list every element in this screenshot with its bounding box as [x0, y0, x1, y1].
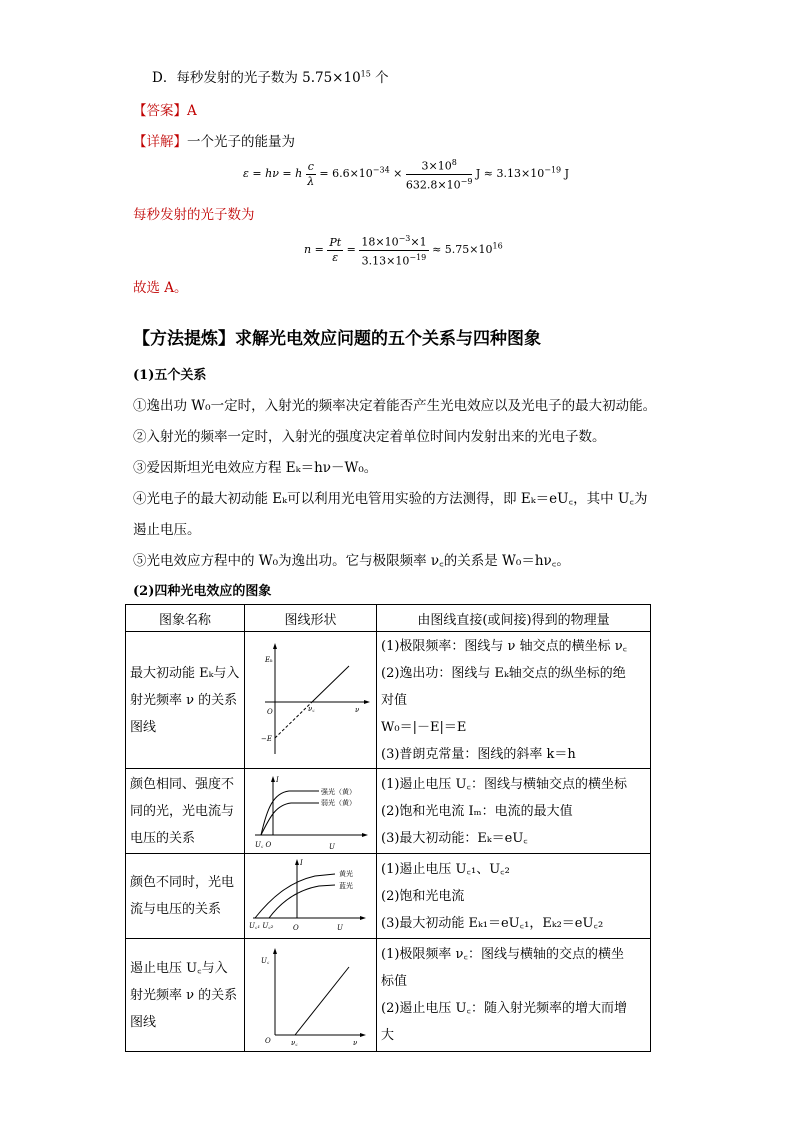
option-d-label: D．每秒发射的光子数为 5.75×10 [152, 70, 361, 86]
eq2-eq: = [343, 243, 356, 257]
graph-x-label: U [337, 924, 343, 932]
table-cell-name [126, 854, 245, 939]
photoelectric-graphs-table [125, 604, 651, 1052]
option-d-suffix: 个 [370, 70, 389, 86]
current-vs-voltage-color-graph [245, 854, 376, 938]
eq2-num: 18×10 [361, 235, 399, 249]
row1-line: 对值 [381, 692, 408, 708]
graph-curve-blue [269, 885, 335, 918]
graph-curve1-label: 强光（黄） [321, 788, 356, 796]
eq1-exp1: −34 [372, 165, 390, 175]
graph-line [295, 967, 349, 1035]
section1-title: (1)五个关系 [133, 368, 207, 383]
eq2-lhs: n = [304, 243, 324, 257]
eq1-lambda: λ [307, 174, 315, 188]
ek-vs-frequency-graph [245, 632, 376, 768]
eq1-unit: J [561, 167, 570, 181]
table-cell-quantities [377, 939, 651, 1052]
table-cell-quantities [377, 632, 651, 769]
table-header-row [126, 605, 651, 632]
eq1-mid: = 6.6×10 [315, 167, 373, 181]
table-row [126, 854, 651, 939]
eq2-res: ≈ 5.75×10 [428, 243, 493, 257]
table-cell-graph [245, 854, 377, 939]
eq2-pt: Pt [329, 235, 342, 249]
row1-line: (1)极限频率：图线与 ν 轴交点的横坐标 ν꜀ [381, 638, 628, 654]
graph-origin-label: O [265, 1037, 271, 1045]
graph-y-arrow [273, 643, 277, 649]
choose-line: 故选 A。 [133, 280, 188, 296]
graph-x-arrow [362, 833, 368, 837]
row3-line: (2)饱和光电流 [381, 888, 465, 904]
answer-tag: 【答案】 [133, 103, 187, 119]
graph-y-label: Eₖ [265, 656, 273, 664]
eq2-eps: ε [332, 250, 339, 264]
answer-value: A [187, 103, 197, 119]
graph-x-label: U [329, 843, 335, 851]
equation-photon-count [304, 232, 503, 268]
table-cell-quantities [377, 854, 651, 939]
table-header-cell: 图线形状 [245, 605, 377, 632]
detail-text: 一个光子的能量为 [187, 134, 295, 150]
graph-x-arrow [360, 1033, 366, 1037]
table-cell-quantities [377, 769, 651, 854]
row4-line: (1)极限频率 ν꜀：图线与横轴的交点的横坐 [381, 947, 624, 962]
row2-name: 颜色相同、强度不同的光，光电流与电压的关系 [130, 776, 235, 846]
relation-3: ③爱因斯坦光电效应方程 Eₖ＝hν－W₀。 [133, 460, 378, 476]
graph-o-label: O [293, 924, 299, 932]
row1-line: (3)普朗克常量：图线的斜率 k＝h [381, 746, 576, 762]
graph-curve1-label: 黄光 [339, 870, 353, 878]
table-row [126, 939, 651, 1052]
detail-line [133, 130, 295, 150]
eq2-fraction [359, 232, 428, 268]
relation-4-line1: ④光电子的最大初动能 Eₖ可以利用光电管用实验的方法测得，即 Eₖ＝eU꜀，其中 U꜀为 [133, 491, 648, 507]
graph-curve-yellow [255, 874, 335, 918]
relation-5: ⑤光电效应方程中的 W₀为逸出功。它与极限频率 ν꜀的关系是 W₀＝hν꜀。 [133, 553, 570, 569]
eq1-times: × [389, 167, 403, 181]
eq1-res: J ≈ 3.13×10 [472, 167, 545, 181]
eq2-num-tail: ×1 [410, 235, 427, 249]
table-row [126, 769, 651, 854]
table-cell-graph [245, 632, 377, 769]
row3-line: (1)遏止电压 U꜀₁、U꜀₂ [381, 861, 510, 877]
eq2-res-exp: 16 [492, 241, 503, 251]
eq2-den: 3.13×10 [361, 254, 410, 268]
graph-y-arrow [271, 776, 275, 782]
option-d [152, 66, 389, 86]
graph-y-label: I [276, 776, 279, 784]
table-header-cell: 由图线直接(或间接)得到的物理量 [377, 605, 651, 632]
eq1-den: 632.8×10 [405, 178, 461, 192]
relation-2: ②入射光的频率一定时，入射光的强度决定着单位时间内发射出来的光电子数。 [133, 429, 606, 445]
row2-line: (2)饱和光电流 Iₘ：电流的最大值 [381, 803, 573, 819]
graph-y-arrow [273, 948, 277, 954]
eq1-num: 3×10 [421, 159, 452, 173]
graph-curve2-label: 蓝光 [339, 882, 353, 890]
graph-line [312, 666, 349, 702]
graph-x-mark-label: ν꜀ [291, 1039, 298, 1047]
graph-dashed-extension [275, 702, 312, 738]
graph-x-label: ν [353, 1039, 358, 1047]
row1-line: W₀＝|－E|＝E [381, 719, 467, 735]
table-cell-name [126, 939, 245, 1052]
eq1-den-exp: −9 [460, 176, 473, 186]
graph-y-mark-label: −E [261, 735, 272, 743]
detail-tag: 【详解】 [133, 134, 187, 150]
eq1-lhs: ε = hν = h [243, 167, 303, 181]
row4-line: 大 [381, 1028, 395, 1043]
eq2-pt-over-eps [327, 236, 343, 265]
eq1-fraction [406, 156, 473, 192]
table-cell-graph [245, 769, 377, 854]
row4-name: 遏止电压 U꜀与入射光频率 ν 的关系图线 [130, 960, 238, 1030]
table-cell-graph [245, 939, 377, 1052]
graph-x-arrow [364, 700, 370, 704]
relation-1: ①逸出功 W₀一定时，入射光的频率决定着能否产生光电效应以及光电子的最大初动能。 [133, 398, 657, 414]
option-d-exp: 15 [360, 69, 371, 79]
row3-line: (3)最大初动能 Eₖ₁＝eU꜀₁，Eₖ₂＝eU꜀₂ [381, 915, 604, 931]
relation-4-line2: 遏止电压。 [133, 522, 201, 538]
graph-origin-label: U꜀₁ U꜀₂ [249, 922, 274, 930]
method-title: 【方法提炼】求解光电效应问题的五个关系与四种图象 [133, 329, 541, 349]
row2-line: (3)最大初动能：Eₖ＝eU꜀ [381, 830, 528, 846]
graph-curve-strong [261, 791, 319, 835]
table-cell-name [126, 769, 245, 854]
table-row [126, 632, 651, 769]
row4-line: (2)遏止电压 U꜀：随入射光频率的增大而增 [381, 1001, 628, 1016]
graph-origin-label: O [267, 708, 273, 716]
photons-label: 每秒发射的光子数为 [133, 207, 255, 223]
eq1-res-exp: −19 [544, 165, 562, 175]
stopping-voltage-vs-frequency-graph [245, 939, 376, 1051]
graph-y-label: U꜀ [261, 957, 270, 965]
eq2-num-exp: −3 [398, 234, 411, 243]
row3-name: 颜色不同时，光电流与电压的关系 [130, 875, 235, 917]
eq1-c-over-lambda [306, 160, 316, 189]
graph-x-mark-label: ν꜀ [308, 705, 315, 713]
eq2-den-exp: −19 [409, 252, 427, 262]
row1-name: 最大初动能 Eₖ与入射光频率 ν 的关系图线 [130, 665, 240, 735]
row1-line: (2)逸出功：图线与 Eₖ轴交点的纵坐标的绝 [381, 665, 626, 681]
graph-x-label: ν [355, 706, 360, 714]
graph-origin-label: U꜀ O [255, 841, 272, 849]
current-vs-voltage-intensity-graph [245, 769, 376, 853]
answer-line [133, 99, 197, 119]
equation-photon-energy [243, 156, 569, 192]
section2-title: (2)四种光电效应的图象 [133, 584, 272, 599]
eq1-c: c [307, 159, 314, 173]
graph-curve2-label: 弱光（黄） [321, 799, 356, 807]
graph-y-label: I [300, 859, 303, 867]
graph-y-arrow [295, 859, 299, 865]
row2-line: (1)遏止电压 U꜀：图线与横轴交点的横坐标 [381, 776, 628, 792]
row4-line: 标值 [381, 974, 408, 989]
table-header-cell: 图象名称 [126, 605, 245, 632]
eq1-num-exp: 8 [451, 158, 457, 167]
graph-x-arrow [360, 916, 366, 920]
table-cell-name [126, 632, 245, 769]
